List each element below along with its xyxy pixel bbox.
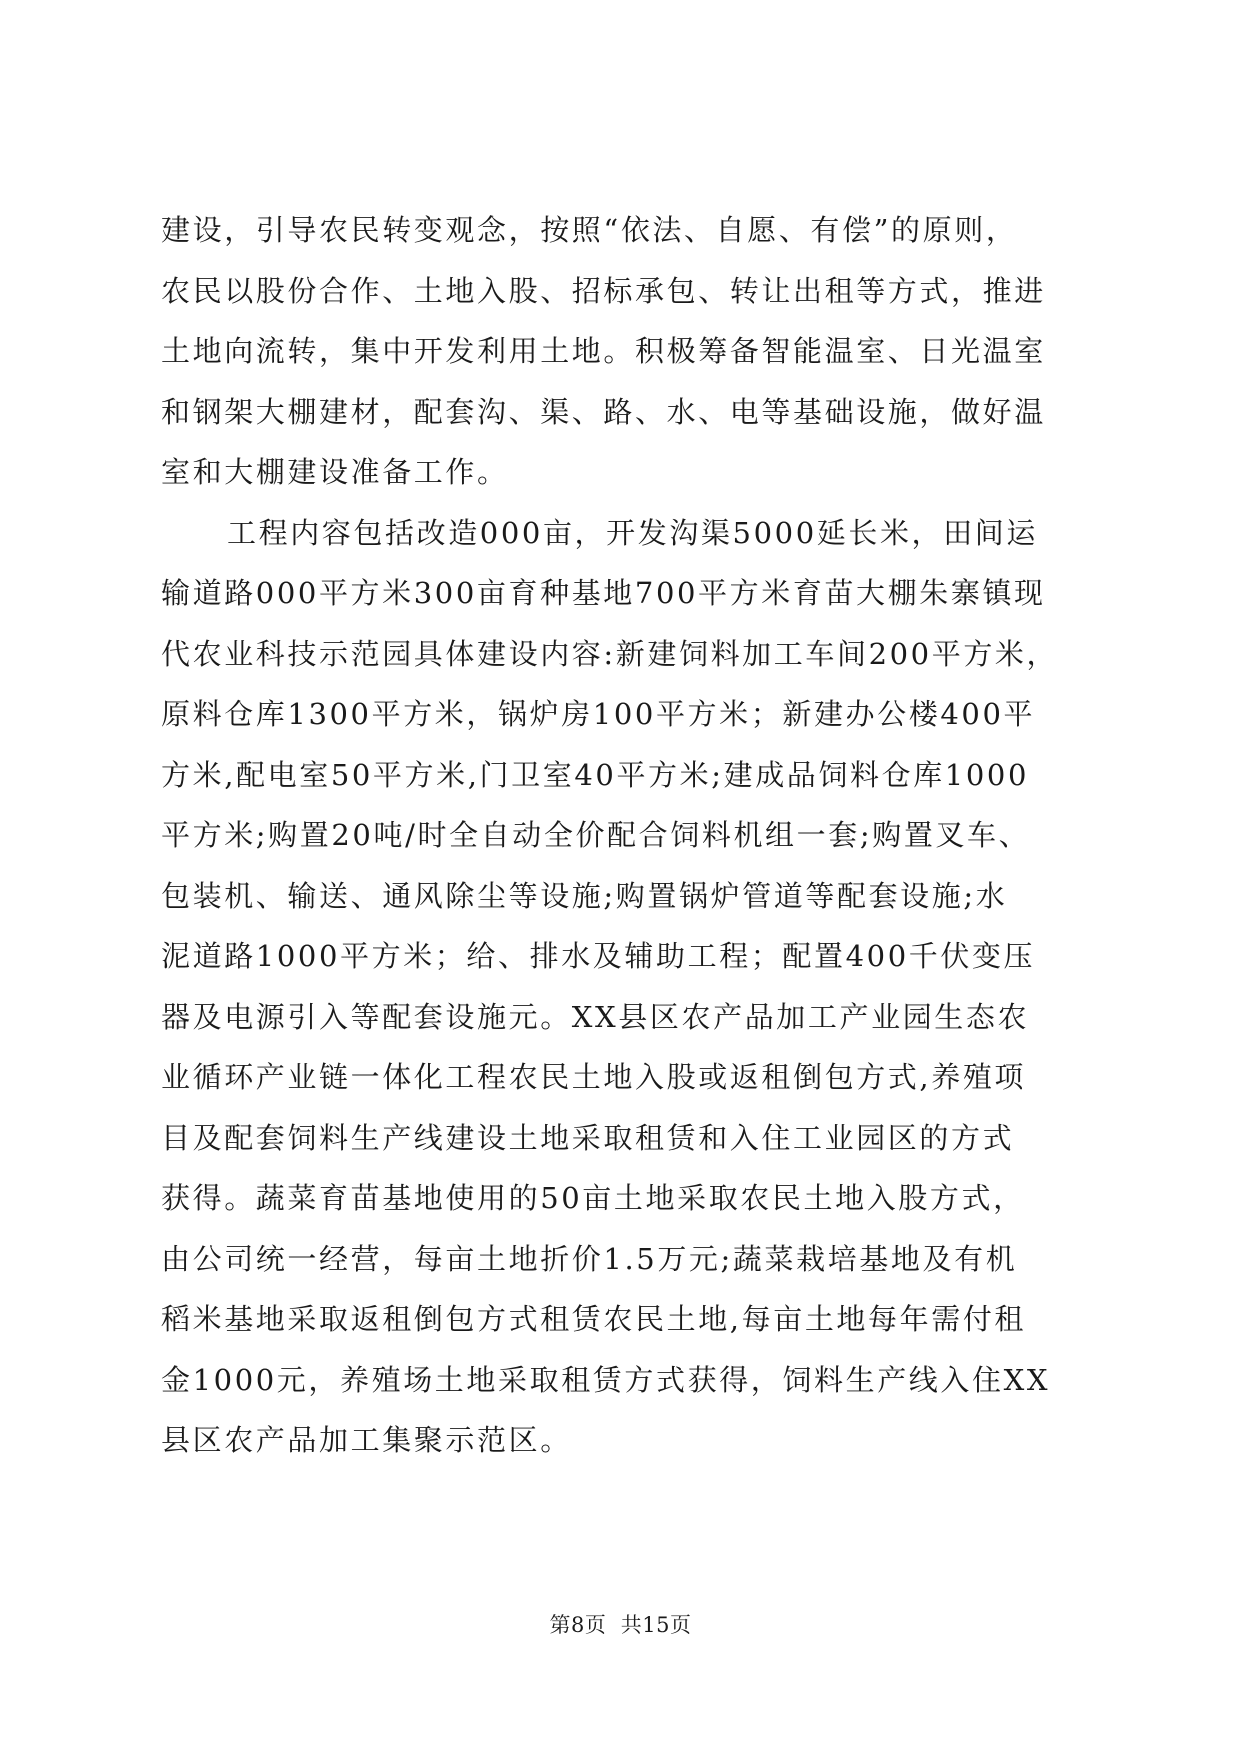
- text-line: 由公司统一经营，每亩土地折价1.5万元;蔬菜栽培基地及有机: [161, 1241, 1018, 1276]
- text-line: 县区农产品加工集聚示范区。: [161, 1423, 572, 1457]
- text-line: 土地向流转，集中开发利用土地。积极筹备智能温室、日光温室: [161, 334, 1046, 368]
- text-line: 器及电源引入等配套设施元。XX县区农产品加工产业园生态农: [161, 999, 1030, 1034]
- page-footer: [0, 1609, 1241, 1639]
- paragraph-start-line: 工程内容包括改造000亩，开发沟渠5000延长米，田间运: [227, 515, 1038, 550]
- text-line: 金1000元，养殖场土地采取租赁方式获得，饲料生产线入住XX: [161, 1362, 1051, 1397]
- text-line: 方米,配电室50平方米,门卫室40平方米;建成品饲料仓库1000: [161, 757, 1030, 792]
- text-line: 稻米基地采取返租倒包方式租赁农民土地,每亩土地每年需付租: [161, 1302, 1027, 1336]
- text-line: 泥道路1000平方米；给、排水及辅助工程；配置400千伏变压: [161, 939, 1036, 973]
- text-line: 平方米;购置20吨/时全自动全价配合饲料机组一套;购置叉车、: [161, 818, 1031, 852]
- text-line: 输道路000平方米300亩育种基地700平方米育苗大棚朱寨镇现: [161, 576, 1046, 610]
- body-text: [161, 200, 1081, 1471]
- text-line: 和钢架大棚建材，配套沟、渠、路、水、电等基础设施，做好温: [161, 394, 1046, 429]
- text-line: 建设，引导农民转变观念，按照“依法、自愿、有偿”的原则，: [161, 213, 1018, 247]
- text-line: 目及配套饲料生产线建设土地采取租赁和入住工业园区的方式: [161, 1120, 1015, 1155]
- text-line: 代农业科技示范园具体建设内容:新建饲料加工车间200平方米，: [161, 636, 1059, 671]
- text-line: 原料仓库1300平方米，锅炉房100平方米；新建办公楼400平: [161, 697, 1036, 731]
- page-number: 第8页 共15页: [549, 1613, 692, 1637]
- text-line: 业循环产业链一体化工程农民土地入股或返租倒包方式,养殖项: [161, 1060, 1027, 1094]
- text-line: 获得。蔬菜育苗基地使用的50亩土地采取农民土地入股方式，: [161, 1181, 1025, 1215]
- text-line: 室和大棚建设准备工作。: [161, 455, 509, 489]
- text-line: 包装机、输送、通风除尘等设施;购置锅炉管道等配套设施;水: [161, 878, 1008, 913]
- text-line: 农民以股份合作、土地入股、招标承包、转让出租等方式，推进: [161, 273, 1046, 308]
